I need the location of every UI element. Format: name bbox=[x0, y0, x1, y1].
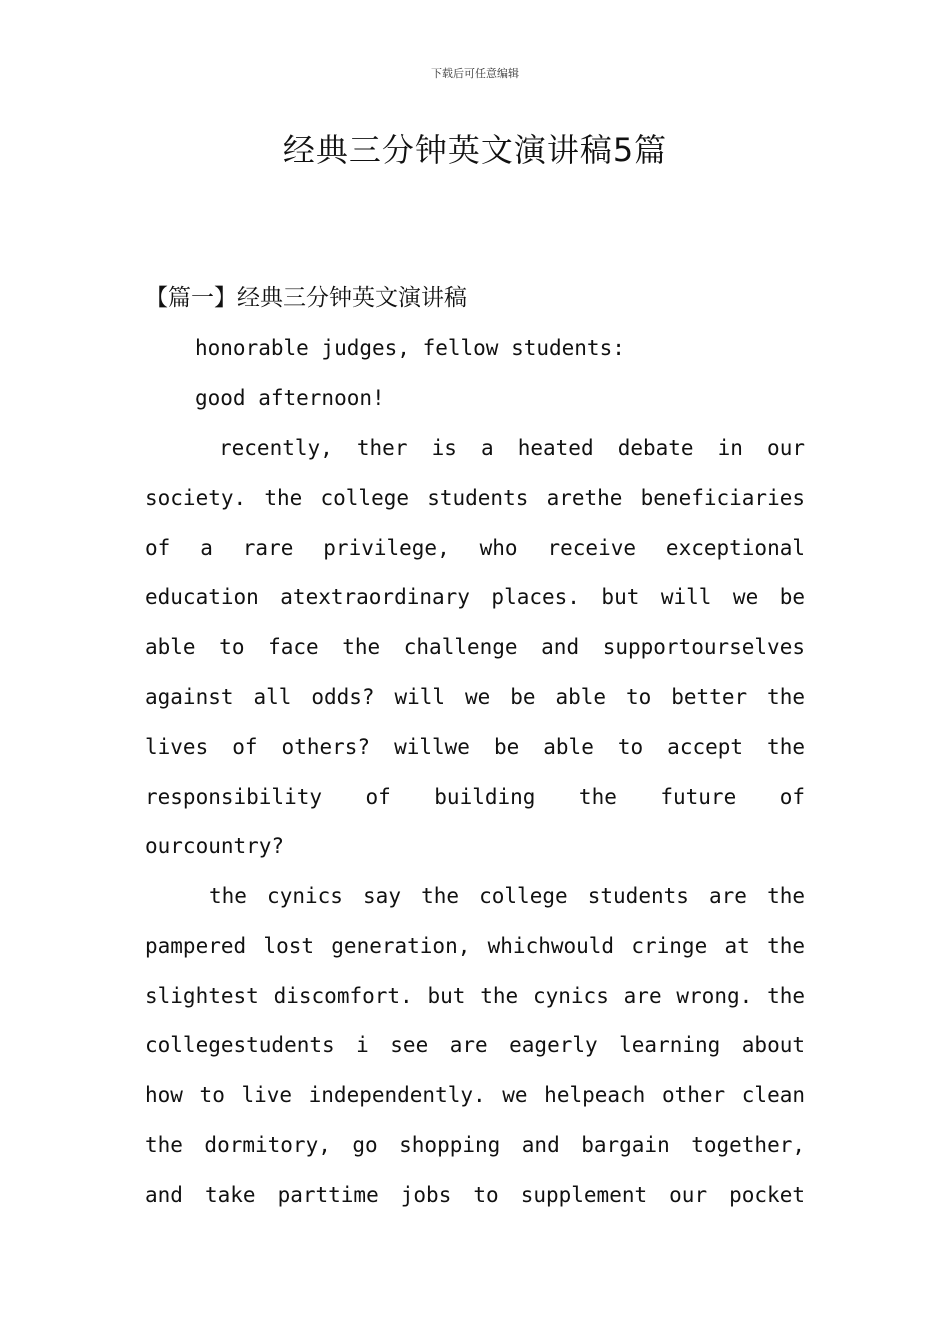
document-title: 经典三分钟英文演讲稿5篇 bbox=[282, 131, 668, 169]
paragraph-line: society. the college students arethe beneficiaries bbox=[145, 485, 805, 510]
paragraph-1 bbox=[145, 424, 805, 872]
paragraph-line: the cynics say the college students are the bbox=[209, 884, 805, 908]
paragraph-line: education atextraordinary places. but will we be bbox=[145, 585, 805, 610]
section-heading: 【篇一】经典三分钟英文演讲稿 bbox=[145, 285, 467, 311]
paragraph-line: and take parttime jobs to supplement our pocket bbox=[145, 1182, 805, 1207]
page-header-note: 下载后可任意编辑 bbox=[431, 67, 519, 80]
paragraph-line: collegestudents i see are eagerly learning about bbox=[145, 1033, 805, 1058]
paragraph-line: against all odds? will we be able to better the bbox=[145, 684, 805, 709]
paragraph-line: pampered lost generation, whichwould cringe at the bbox=[145, 933, 805, 958]
paragraph-line: slightest discomfort. but the cynics are wrong. the bbox=[145, 983, 805, 1008]
paragraph-line: lives of others? willwe be able to accept the bbox=[145, 734, 805, 759]
salutation-block bbox=[145, 324, 805, 424]
paragraph-line: recently, ther is a heated debate in our bbox=[219, 436, 805, 460]
salutation-line-greeting: good afternoon! bbox=[195, 385, 385, 410]
paragraph-line: of a rare privilege, who receive exceptional bbox=[145, 535, 805, 560]
paragraph-line: how to live independently. we helpeach other clean bbox=[145, 1083, 805, 1108]
paragraph-2 bbox=[145, 872, 805, 1221]
paragraph-line: able to face the challenge and supportourselves bbox=[145, 635, 805, 660]
paragraph-line: responsibility of building the future of bbox=[145, 784, 805, 809]
salutation-line-address: honorable judges, fellow students: bbox=[195, 336, 625, 360]
paragraph-line: ourcountry? bbox=[145, 834, 285, 859]
paragraph-line: the dormitory, go shopping and bargain together, bbox=[145, 1132, 805, 1157]
